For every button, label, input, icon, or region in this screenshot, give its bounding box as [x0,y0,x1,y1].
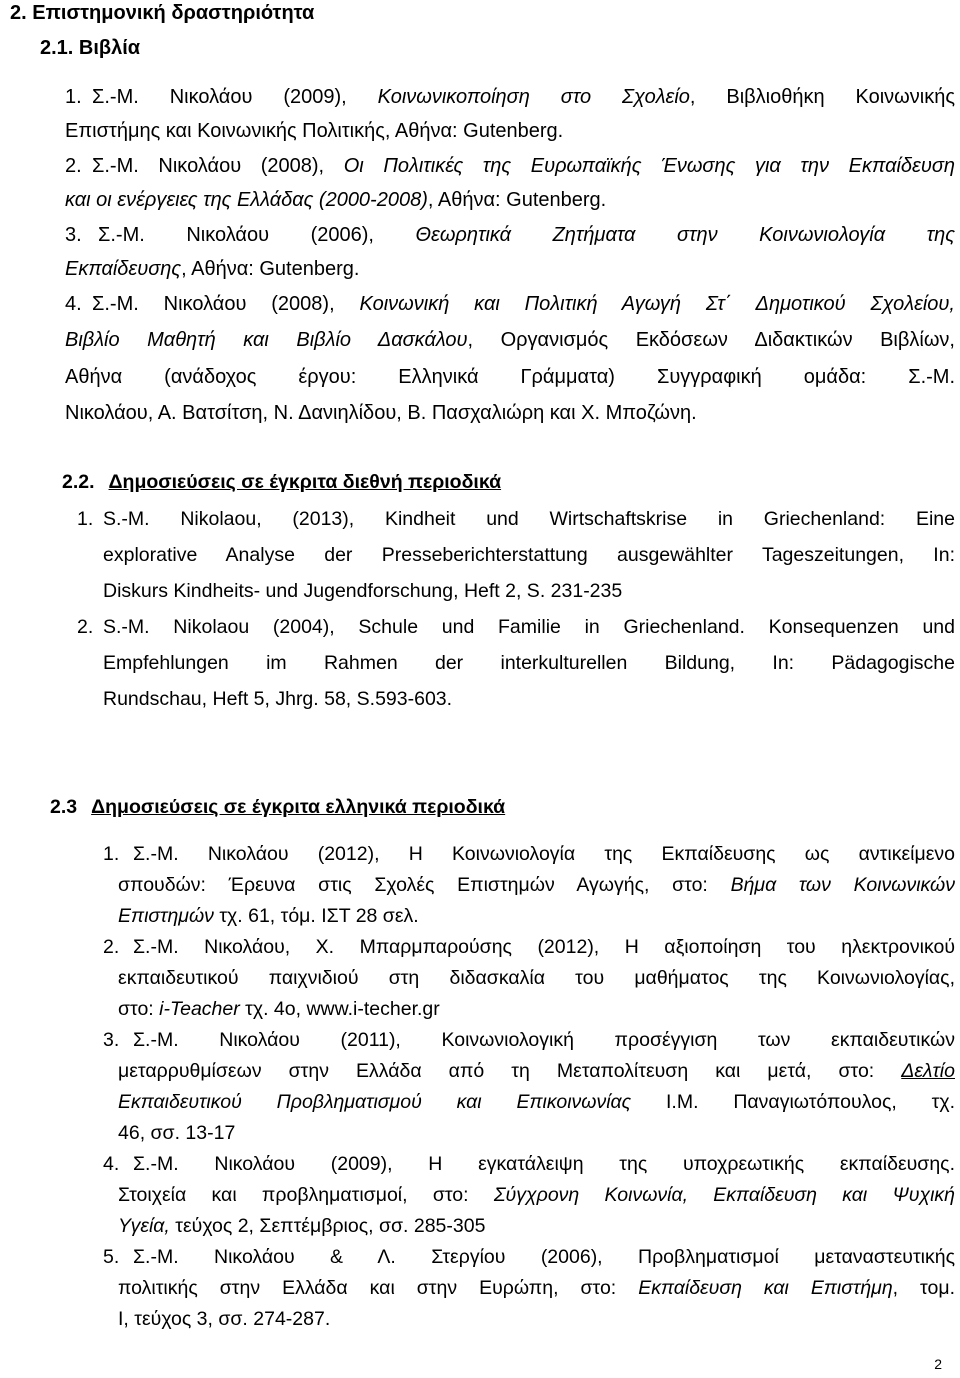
item-line: explorative Analyse der Presseberichterstattung ausgewählter Tageszeitungen, In: [103,544,955,566]
subsection-heading-greek: 2.3 Δημοσιεύσεις σε έγκριτα ελληνικά περιοδικά [50,796,506,818]
item-line: Rundschau, Heft 5, Jhrg. 58, S.593-603. [103,688,453,710]
item-line: Σ.-Μ. Νικολάου (2009), Κοινωνικοποίηση στο Σχολείο, Βιβλιοθήκη Κοινωνικής [92,86,955,108]
item-line: Υγεία, τεύχος 2, Σεπτέμβριος, σσ. 285-305 [118,1215,486,1237]
item-line: Βιβλίο Μαθητή και Βιβλίο Δασκάλου, Οργανισμός Εκδόσεων Διδακτικών Βιβλίων, [65,329,955,351]
page-number: 2 [934,1356,942,1372]
item-line: Σ.-Μ. Νικολάου (2012), Η Κοινωνιολογία της Εκπαίδευσης ως αντικείμενο [133,843,955,865]
item-line: Σ.-Μ. Νικολάου, Χ. Μπαρμπαρούσης (2012), Η αξιοποίηση του ηλεκτρονικού [133,936,955,958]
item-line: Αθήνα (ανάδοχος έργου: Ελληνικά Γράμματα) Συγγραφική ομάδα: Σ.-Μ. [65,366,955,388]
item-line: Ι, τεύχος 3, σσ. 274-287. [118,1308,331,1330]
item-line: Diskurs Kindheits- und Jugendforschung, Heft 2, S. 231-235 [103,580,623,602]
item-line: S.-M. Nikolaou (2004), Schule und Familie in Griechenland. Konsequenzen und [103,616,955,638]
item-number: 5. [103,1246,120,1268]
item-number: 2. [77,616,94,638]
item-line: εκπαιδευτικού παιχνιδιού στη διδασκαλία του μαθήματος της Κοινωνιολογίας, [118,967,955,989]
item-number: 2. [65,155,82,177]
item-line: Εκπαίδευσης, Αθήνα: Gutenberg. [65,258,360,280]
item-line: Empfehlungen im Rahmen der interkulturellen Bildung, In: Pädagogische [103,652,955,674]
item-line: Σ.-Μ. Νικολάου (2006), Θεωρητικά Ζητήματα στην Κοινωνιολογία της [98,224,955,246]
item-line: σπουδών: Έρευνα στις Σχολές Επιστημών Αγωγής, στο: Βήμα των Κοινωνικών [118,874,955,896]
item-line: Επιστήμης και Κοινωνικής Πολιτικής, Αθήνα: Gutenberg. [65,120,564,142]
item-line: Σ.-Μ. Νικολάου (2008), Οι Πολιτικές της Ευρωπαϊκής Ένωσης για την Εκπαίδευση [92,155,955,177]
item-line: Νικολάου, Α. Βατσίτση, Ν. Δανιηλίδου, Β. Πασχαλιώρη και Χ. Μποζώνη. [65,402,697,424]
item-line: Εκπαιδευτικού Προβληματισμού και Επικοινωνίας Ι.Μ. Παναγιωτόπουλος, τχ. [118,1091,955,1113]
section-heading: 2. Επιστημονική δραστηριότητα [10,2,315,24]
item-line: Σ.-Μ. Νικολάου (2011), Κοινωνιολογική προσέγγιση των εκπαιδευτικών [133,1029,955,1051]
item-number: 4. [103,1153,120,1175]
subsection-heading-books: 2.1. Βιβλία [40,37,141,59]
subsection-heading-international: 2.2. Δημοσιεύσεις σε έγκριτα διεθνή περιοδικά [62,471,502,493]
item-number: 3. [103,1029,120,1051]
item-line: Στοιχεία και προβληματισμοί, στο: Σύγχρονη Κοινωνία, Εκπαίδευση και Ψυχική [118,1184,956,1206]
item-number: 2. [103,936,120,958]
item-number: 1. [65,86,82,108]
item-line: Σ.-Μ. Νικολάου (2008), Κοινωνική και Πολιτική Αγωγή Στ΄ Δημοτικού Σχολείου, [92,293,955,315]
item-line: και οι ενέργειες της Ελλάδας (2000-2008), Αθήνα: Gutenberg. [65,189,607,211]
item-line: μεταρρυθμίσεων στην Ελλάδα από τη Μεταπολίτευση και μετά, στο: Δελτίο [118,1060,955,1082]
item-line: πολιτικής στην Ελλάδα και στην Ευρώπη, στο: Εκπαίδευση και Επιστήμη, τομ. [118,1277,955,1299]
item-number: 3. [65,224,82,246]
item-number: 1. [77,508,94,530]
item-line: Επιστημών τχ. 61, τόμ. ΙΣΤ 28 σελ. [118,905,419,927]
item-number: 1. [103,843,120,865]
item-line: 46, σσ. 13-17 [118,1122,236,1144]
item-line: S.-M. Nikolaou, (2013), Kindheit und Wirtschaftskrise in Griechenland: Eine [103,508,955,530]
item-line: Σ.-Μ. Νικολάου & Λ. Στεργίου (2006), Προβληματισμοί μεταναστευτικής [133,1246,955,1268]
item-line: Σ.-Μ. Νικολάου (2009), Η εγκατάλειψη της υποχρεωτικής εκπαίδευσης. [133,1153,955,1175]
item-line: στο: i-Teacher τχ. 4ο, www.i-techer.gr [118,998,440,1020]
item-number: 4. [65,293,82,315]
